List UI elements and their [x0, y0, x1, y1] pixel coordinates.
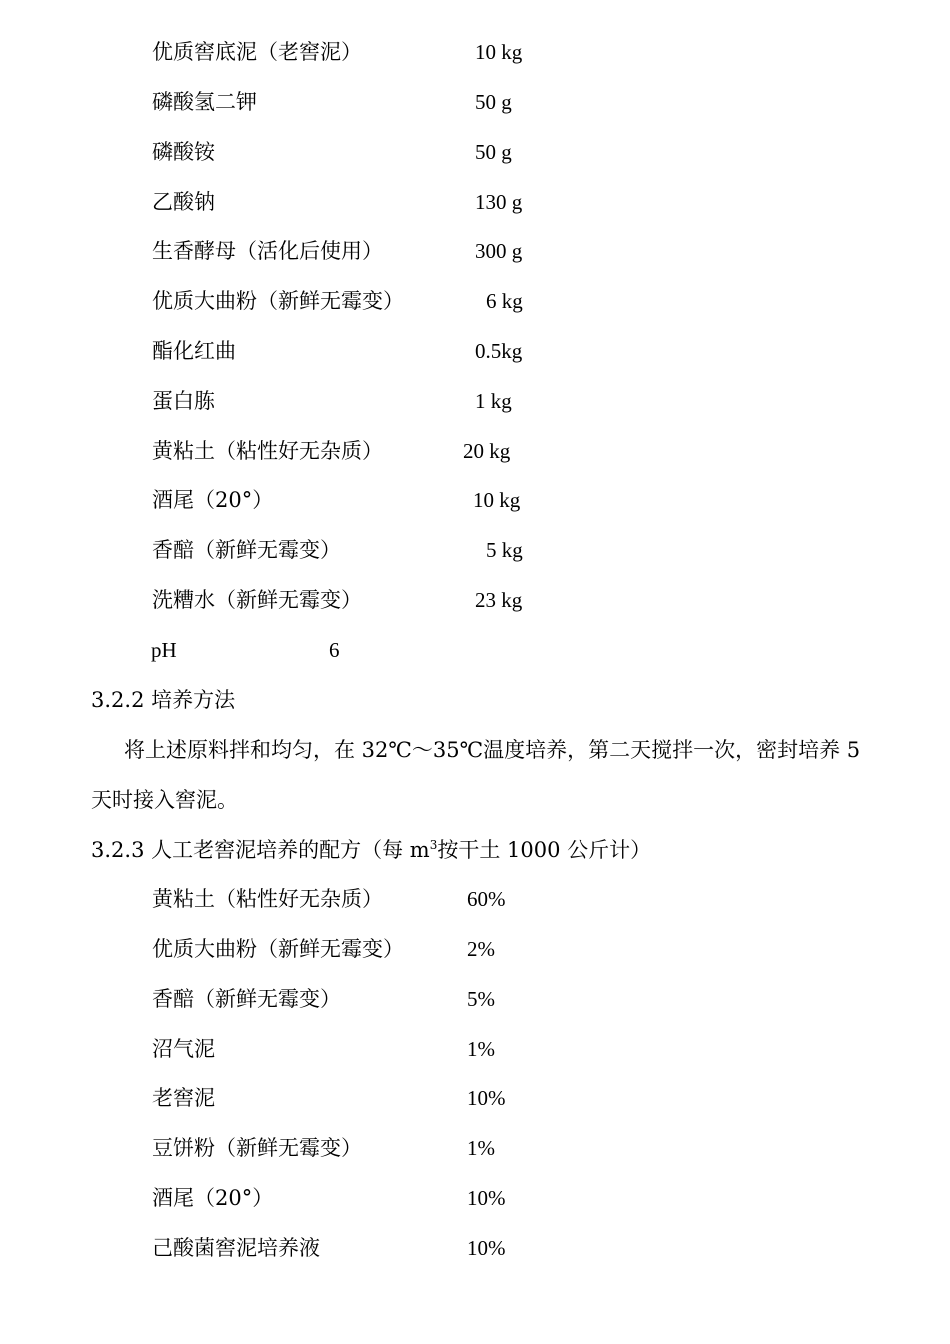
ingredient-amount: 300 g [475, 239, 523, 263]
ingredient-percent: 1% [467, 1037, 495, 1061]
ingredient-percent: 10% [467, 1236, 506, 1260]
ingredient-amount: 5 kg [486, 538, 523, 562]
ingredient-name: 豆饼粉（新鲜无霉变） [152, 1136, 362, 1160]
ingredient-name: 己酸菌窖泥培养液 [152, 1236, 320, 1260]
ingredient-percent: 2% [467, 937, 495, 961]
ingredient-percent: 1% [467, 1136, 495, 1160]
ingredient-percent: 10% [467, 1186, 506, 1210]
section-heading-322: 3.2.2 培养方法 [91, 688, 236, 712]
ingredient-amount: 23 kg [475, 588, 523, 612]
ph-label: pH [151, 638, 177, 662]
ingredient-amount: 6 kg [486, 289, 523, 313]
heading-superscript: 3 [429, 838, 438, 852]
ingredient-name: 酯化红曲 [152, 339, 236, 363]
ingredient-name: 磷酸铵 [152, 140, 215, 164]
ph-value: 6 [329, 638, 340, 662]
ingredient-amount: 130 g [475, 190, 523, 214]
ingredient-amount: 50 g [475, 140, 512, 164]
ingredient-name: 优质大曲粉（新鲜无霉变） [152, 937, 404, 961]
ingredient-name: 乙酸钠 [152, 190, 215, 214]
ingredient-amount: 1 kg [475, 389, 512, 413]
ingredient-name: 洗糟水（新鲜无霉变） [152, 588, 362, 612]
ingredient-name: 香醅（新鲜无霉变） [152, 538, 341, 562]
ingredient-name: 磷酸氢二钾 [152, 90, 257, 114]
ingredient-amount: 20 kg [463, 439, 511, 463]
ingredient-percent: 10% [467, 1086, 506, 1110]
ingredient-amount: 10 kg [473, 488, 521, 512]
ingredient-name: 老窖泥 [152, 1086, 215, 1110]
paragraph-line-2: 天时接入窖泥。 [91, 788, 238, 812]
ingredient-name: 酒尾（20°） [152, 488, 274, 512]
ingredient-percent: 5% [467, 987, 495, 1011]
heading-text-end: 按干土 1000 公斤计） [437, 838, 652, 862]
ingredient-name: 优质窖底泥（老窖泥） [152, 40, 362, 64]
ingredient-name: 黄粘土（粘性好无杂质） [152, 887, 383, 911]
ingredient-name: 生香酵母（活化后使用） [152, 239, 383, 263]
ingredient-name: 沼气泥 [152, 1037, 215, 1061]
ingredient-name: 蛋白胨 [152, 389, 215, 413]
paragraph-line-1: 将上述原料拌和均匀，在 32℃～35℃温度培养，第二天搅拌一次，密封培养 5 [124, 738, 861, 762]
ingredient-percent: 60% [467, 887, 506, 911]
ingredient-amount: 50 g [475, 90, 512, 114]
ingredient-name: 酒尾（20°） [152, 1186, 274, 1210]
ingredient-name: 黄粘土（粘性好无杂质） [152, 439, 383, 463]
ingredient-name: 优质大曲粉（新鲜无霉变） [152, 289, 404, 313]
section-heading-323 [91, 836, 651, 864]
ingredient-amount: 10 kg [475, 40, 523, 64]
ingredient-name: 香醅（新鲜无霉变） [152, 987, 341, 1011]
heading-text-start: 3.2.3 人工老窖泥培养的配方（每 m [91, 838, 430, 862]
ingredient-amount: 0.5kg [475, 339, 523, 363]
